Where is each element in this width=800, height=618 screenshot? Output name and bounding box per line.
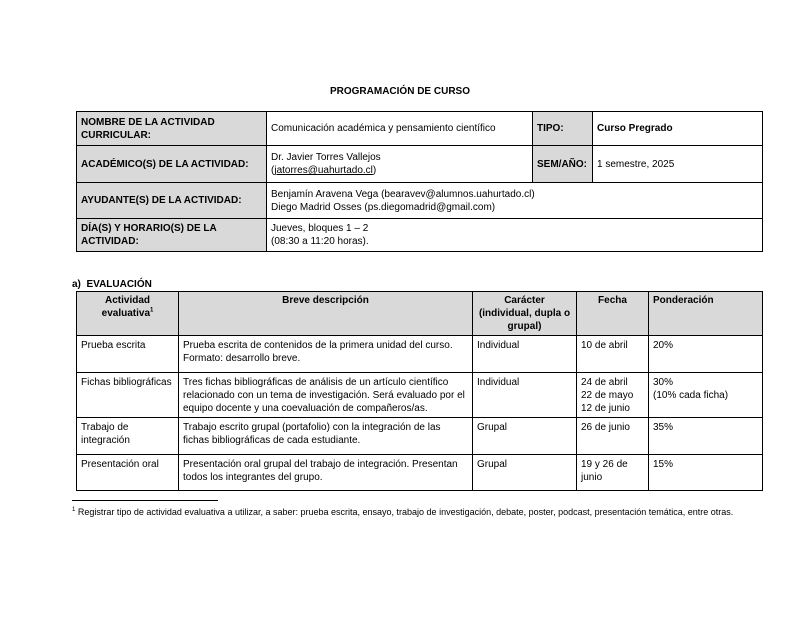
info-row-academic: [77, 146, 763, 183]
character-cell: Individual: [473, 373, 577, 418]
weight-value: 30%: [653, 377, 674, 388]
academic-email-link[interactable]: jatorres@uahurtado.cl: [274, 165, 373, 176]
assistants-label: AYUDANTE(S) DE LA ACTIVIDAD:: [77, 183, 267, 219]
activity-label: NOMBRE DE LA ACTIVIDAD CURRICULAR:: [77, 112, 267, 146]
academic-email-line: (jatorres@uahurtado.cl): [271, 165, 377, 176]
footnote-text: Registrar tipo de actividad evaluativa a utilizar, a saber: prueba escrita, ensayo, trabajo de investigación, debate, poster, podcast, presentación temática, entre otras.: [77, 507, 734, 517]
weight-note: (10% cada ficha): [653, 390, 729, 401]
table-row: [77, 418, 763, 455]
table-row: [77, 455, 763, 491]
date-cell: 26 de junio: [577, 418, 649, 455]
schedule-line-1: Jueves, bloques 1 – 2: [271, 223, 369, 234]
tipo-label: TIPO:: [533, 112, 593, 146]
academic-value: [267, 146, 533, 183]
weight-value: 15%: [653, 459, 674, 470]
academic-name: Dr. Javier Torres Vallejos: [271, 152, 381, 163]
academic-label: ACADÉMICO(S) DE LA ACTIVIDAD:: [77, 146, 267, 183]
tipo-value: Curso Pregrado: [593, 112, 763, 146]
weight-cell: [649, 418, 763, 455]
header-weight: Ponderación: [649, 292, 763, 336]
evaluation-table: [76, 291, 763, 491]
section-title: EVALUACIÓN: [86, 279, 152, 290]
table-row: [77, 336, 763, 373]
info-row-assistants: [77, 183, 763, 219]
course-info-table: [76, 111, 763, 252]
activity-cell: Trabajo de integración: [77, 418, 179, 455]
section-heading-evaluation: [72, 279, 152, 290]
weight-cell: [649, 373, 763, 418]
info-row-activity: [77, 112, 763, 146]
assistant-2: Diego Madrid Osses (ps.diegomadrid@gmail.com): [271, 201, 496, 213]
date-cell: 19 y 26 de junio: [577, 455, 649, 491]
activity-cell: Presentación oral: [77, 455, 179, 491]
assistant-1: Benjamín Aravena Vega (bearavev@alumnos.uahurtado.cl): [271, 188, 535, 200]
header-activity: [77, 292, 179, 336]
schedule-label: DÍA(S) Y HORARIO(S) DE LA ACTIVIDAD:: [77, 219, 267, 252]
schedule-value: [267, 219, 763, 252]
evaluation-header-row: [77, 292, 763, 336]
weight-cell: [649, 336, 763, 373]
date-cell: 24 de abril 22 de mayo 12 de junio: [577, 373, 649, 418]
header-activity-text: Actividad evaluativa: [101, 295, 151, 319]
date-cell: 10 de abril: [577, 336, 649, 373]
section-letter: a): [72, 279, 81, 290]
semester-value: 1 semestre, 2025: [593, 146, 763, 183]
weight-value: 20%: [653, 340, 674, 351]
footnote: [72, 506, 742, 519]
assistants-value: [267, 183, 763, 219]
footnote-ref: 1: [150, 307, 154, 314]
description-cell: Tres fichas bibliográficas de análisis de un artículo científico relacionado con un tema de investigación. Será evaluado por el equipo docente y una coevaluación de compañeros/as.: [179, 373, 473, 418]
page-title: PROGRAMACIÓN DE CURSO: [329, 86, 470, 97]
schedule-line-2: (08:30 a 11:20 horas).: [271, 236, 369, 247]
weight-value: 35%: [653, 422, 674, 433]
header-date: Fecha: [577, 292, 649, 336]
description-cell: Presentación oral grupal del trabajo de integración. Presentan todos los integrantes del grupo.: [179, 455, 473, 491]
activity-cell: Prueba escrita: [77, 336, 179, 373]
header-description: Breve descripción: [179, 292, 473, 336]
description-cell: Prueba escrita de contenidos de la primera unidad del curso. Formato: desarrollo breve.: [179, 336, 473, 373]
info-row-schedule: [77, 219, 763, 252]
character-cell: Grupal: [473, 418, 577, 455]
footnote-marker: 1: [72, 507, 76, 513]
header-character: Carácter (individual, dupla o grupal): [473, 292, 577, 336]
footnote-divider: [72, 500, 218, 501]
description-cell: Trabajo escrito grupal (portafolio) con la integración de las fichas bibliográficas de cada estudiante.: [179, 418, 473, 455]
activity-value: Comunicación académica y pensamiento científico: [267, 112, 533, 146]
character-cell: Individual: [473, 336, 577, 373]
table-row: [77, 373, 763, 418]
semester-label: SEM/AÑO:: [533, 146, 593, 183]
weight-cell: [649, 455, 763, 491]
activity-cell: Fichas bibliográficas: [77, 373, 179, 418]
evaluation-rows: [77, 336, 763, 491]
character-cell: Grupal: [473, 455, 577, 491]
